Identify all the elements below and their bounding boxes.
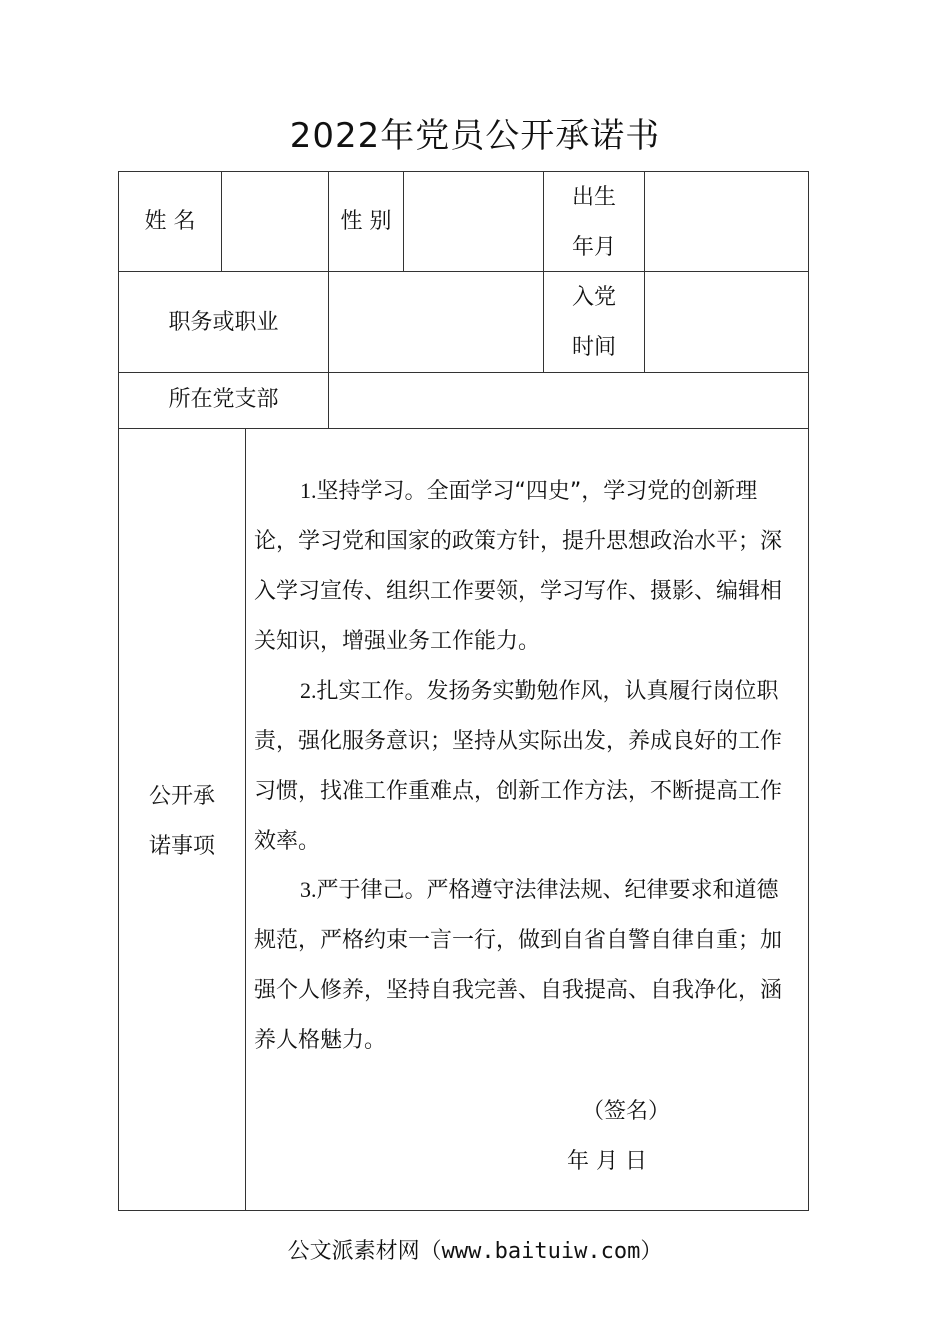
- name-field[interactable]: [222, 172, 328, 271]
- commitment-item: [254, 865, 794, 1066]
- birth-field[interactable]: [645, 172, 808, 271]
- signature-date: 年 月 日: [567, 1149, 647, 1174]
- join-label-line2: 时间: [571, 335, 616, 360]
- join-label-line1: 入党: [571, 285, 616, 310]
- footer: [0, 1236, 950, 1268]
- position-label: 职务或职业: [168, 310, 279, 335]
- footer-url: （www.baituiw.com）: [419, 1239, 663, 1264]
- table-divider-row3: [118, 428, 809, 429]
- commitment-text: 坚持学习。全面学习“四史”，学习党的创新理论，学习党和国家的政策方针，提升思想政治水平；深入学习宣传、组织工作要领，学习写作、摄影、编辑相关知识，增强业务工作能力。: [254, 479, 783, 654]
- name-label: 姓 名: [144, 209, 196, 234]
- commitment-number: 1.: [300, 478, 317, 503]
- branch-label: 所在党支部: [168, 387, 279, 412]
- branch-field[interactable]: [329, 373, 808, 428]
- commitment-text: 扎实工作。发扬务实勤勉作风，认真履行岗位职责，强化服务意识；坚持从实际出发，养成良好的工作习惯，找准工作重难点，创新工作方法，不断提高工作效率。: [254, 679, 783, 854]
- table-border-right: [808, 171, 809, 1211]
- commitment-text: 严于律己。严格遵守法律法规、纪律要求和道德规范，严格约束一言一行，做到自省自警自律自重；加强个人修养，坚持自我完善、自我提高、自我净化，涵养人格魅力。: [254, 878, 783, 1053]
- birth-label-line2: 年月: [571, 235, 616, 260]
- gender-field[interactable]: [404, 172, 543, 271]
- position-field[interactable]: [329, 272, 543, 372]
- commitments-label-line2: 诺事项: [148, 834, 215, 859]
- join-date-field[interactable]: [645, 272, 808, 372]
- commitments-label-line1: 公开承: [148, 784, 215, 809]
- commitment-item: [254, 666, 794, 867]
- table-divider-col-commitments: [245, 428, 246, 1211]
- footer-site-name: 公文派素材网: [287, 1239, 420, 1264]
- commitment-number: 3.: [300, 877, 317, 902]
- document-title: 2022年党员公开承诺书: [289, 116, 661, 156]
- gender-label: 性 别: [340, 209, 392, 234]
- signature-label: （签名）: [582, 1099, 671, 1124]
- commitment-item: [254, 466, 794, 667]
- birth-label-line1: 出生: [571, 185, 616, 210]
- commitment-number: 2.: [300, 678, 317, 703]
- table-border-bottom: [118, 1210, 809, 1211]
